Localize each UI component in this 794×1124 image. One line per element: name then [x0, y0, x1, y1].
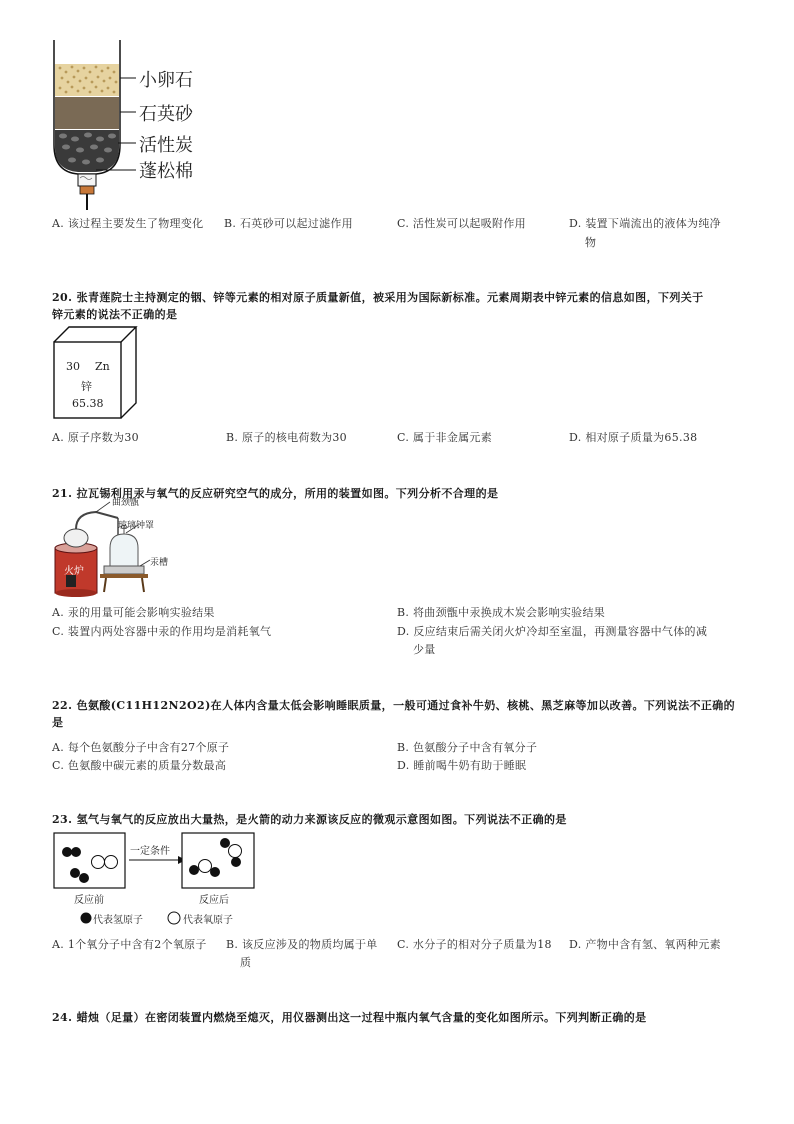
label-before: 反应前	[74, 895, 104, 906]
q21-option-d: D. 反应结束后需关闭火炉冷却至室温，再测量容器中气体的减	[397, 625, 708, 638]
q22-stem-line1: 22. 色氨酸(C11H12N2O2)在人体内含量太低会影响睡眠质量，一般可通过食补牛奶、核桃、黑芝麻等加以改善。下列说法不正确的	[52, 699, 736, 712]
q20-stem-line1: 20. 张青莲院士主持测定的铟、锌等元素的相对原子质量新值，被采用为国际新标准。元素周期表中锌元素的信息如图，下列关于	[52, 291, 704, 304]
q23-option-a: A. 1个氧分子中含有2个氧原子	[52, 938, 207, 951]
element-name: 锌	[81, 380, 92, 393]
q19-option-b: B. 石英砂可以起过滤作用	[224, 217, 353, 230]
element-symbol: Zn	[95, 360, 110, 373]
q23-option-c: C. 水分子的相对分子质量为18	[397, 938, 552, 951]
q22-option-b: B. 色氨酸分子中含有氧分子	[397, 741, 538, 754]
label-retort: 曲颈甑	[112, 498, 140, 508]
q22-option-d: D. 睡前喝牛奶有助于睡眠	[397, 759, 527, 772]
q21-option-b: B. 将曲颈甑中汞换成木炭会影响实验结果	[397, 606, 606, 619]
q20-stem-line2: 锌元素的说法不正确的是	[52, 308, 178, 321]
layer-label-pebbles: 小卵石	[139, 70, 193, 91]
reaction-condition: 一定条件	[130, 846, 170, 857]
q19-option-d: D. 装置下端流出的液体为纯净	[569, 217, 721, 230]
q23-option-b: B. 该反应涉及的物质均属于单	[226, 938, 378, 951]
q22-stem-line2: 是	[52, 716, 64, 729]
q21-option-a: A. 汞的用量可能会影响实验结果	[52, 606, 215, 619]
label-after: 反应后	[199, 895, 229, 906]
q19-option-d-cont: 物	[585, 236, 597, 249]
q22-option-c: C. 色氨酸中碳元素的质量分数最高	[52, 759, 227, 772]
label-bell-jar: 玻璃钟罩	[118, 521, 155, 531]
q23-option-d: D. 产物中含有氢、氧两种元素	[569, 938, 721, 951]
q19-option-a: A. 该过程主要发生了物理变化	[52, 217, 204, 230]
legend-oxygen: 代表氧原子	[183, 915, 233, 926]
q21-stem: 21. 拉瓦锡利用汞与氧气的反应研究空气的成分，所用的装置如图。下列分析不合理的是	[52, 487, 499, 500]
element-atomic-number: 30	[66, 360, 80, 373]
legend-hydrogen: 代表氢原子	[93, 915, 143, 926]
q24-stem: 24. 蜡烛（足量）在密闭装置内燃烧至熄灭，用仪器测出这一过程中瓶内氧气含量的变化如图所示。下列判断正确的是	[52, 1011, 647, 1024]
q20-option-b: B. 原子的核电荷数为30	[226, 431, 347, 444]
label-furnace: 火炉	[64, 566, 84, 577]
q22-option-a: A. 每个色氨酸分子中含有27个原子	[52, 741, 230, 754]
q20-option-c: C. 属于非金属元素	[397, 431, 493, 444]
element-atomic-mass: 65.38	[72, 397, 104, 410]
layer-label-activated-carbon: 活性炭	[139, 135, 193, 156]
layer-label-cotton: 蓬松棉	[139, 161, 193, 182]
label-trough: 汞槽	[150, 558, 169, 568]
q20-option-d: D. 相对原子质量为65.38	[569, 431, 698, 444]
q23-option-b-cont: 质	[240, 956, 252, 969]
q20-option-a: A. 原子序数为30	[52, 431, 139, 444]
q21-option-d-cont: 少量	[413, 643, 436, 656]
q19-option-c: C. 活性炭可以起吸附作用	[397, 217, 526, 230]
q23-stem: 23. 氢气与氧气的反应放出大量热，是火箭的动力来源该反应的微观示意图如图。下列说法不正确的是	[52, 813, 567, 826]
layer-label-quartz-sand: 石英砂	[139, 104, 193, 125]
q21-option-c: C. 装置内两处容器中汞的作用均是消耗氧气	[52, 625, 272, 638]
